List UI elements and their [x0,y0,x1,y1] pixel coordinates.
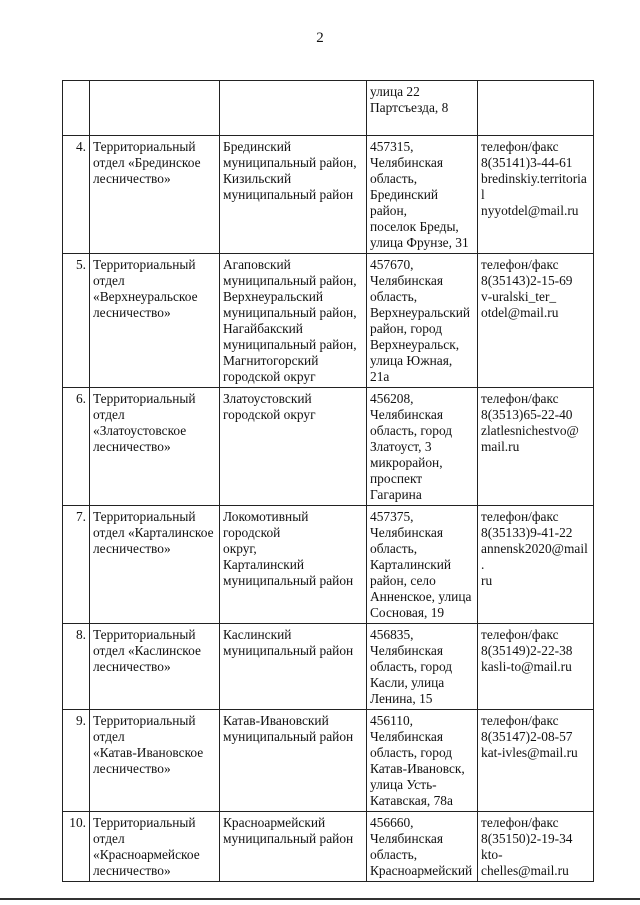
row-number [63,81,90,136]
contact-info: телефон/факс 8(3513)65-22-40 zlatlesnichestvo@ mail.ru [478,388,594,506]
service-area: Брединский муниципальный район, Кизильский муниципальный район [220,136,367,254]
department-name: Территориальный отдел «Брединское лесничество» [90,136,220,254]
row-number: 6. [63,388,90,506]
table-row [63,624,594,710]
postal-address: 457375, Челябинская область, Карталинский район, село Анненское, улица Сосновая, 19 [367,506,478,624]
department-name: Территориальный отдел «Златоустовское лесничество» [90,388,220,506]
row-number: 4. [63,136,90,254]
row-number: 7. [63,506,90,624]
contact-info: телефон/факс 8(35133)9-41-22 annensk2020@mail. ru [478,506,594,624]
contact-info: телефон/факс 8(35149)2-22-38 kasli-to@mail.ru [478,624,594,710]
postal-address: 457315, Челябинская область, Брединский район, поселок Бреды, улица Фрунзе, 31 [367,136,478,254]
service-area [220,81,367,136]
department-name: Территориальный отдел «Карталинское лесничество» [90,506,220,624]
contact-info: телефон/факс 8(35143)2-15-69 v-uralski_ter_ otdel@mail.ru [478,254,594,388]
contact-info: телефон/факс 8(35147)2-08-57 kat-ivles@mail.ru [478,710,594,812]
department-name: Территориальный отдел «Каслинское лесничество» [90,624,220,710]
row-number: 10. [63,812,90,882]
table-row [63,506,594,624]
bottom-edge-rule [0,898,640,900]
department-name: Территориальный отдел «Красноармейское лесничество» [90,812,220,882]
postal-address: 456208, Челябинская область, город Златоуст, 3 микрорайон, проспект Гагарина [367,388,478,506]
department-name: Территориальный отдел «Катав-Ивановское лесничество» [90,710,220,812]
table-row [63,710,594,812]
service-area: Красноармейский муниципальный район [220,812,367,882]
table-row [63,254,594,388]
postal-address: улица 22 Партсъезда, 8 [367,81,478,136]
postal-address: 456835, Челябинская область, город Касли, улица Ленина, 15 [367,624,478,710]
service-area: Локомотивный городской округ, Карталинский муниципальный район [220,506,367,624]
forestry-departments-table [62,80,594,882]
row-number: 5. [63,254,90,388]
department-name: Территориальный отдел «Верхнеуральское лесничество» [90,254,220,388]
postal-address: 456110, Челябинская область, город Катав-Ивановск, улица Усть- Катавская, 78а [367,710,478,812]
contact-info [478,81,594,136]
service-area: Каслинский муниципальный район [220,624,367,710]
postal-address: 456660, Челябинская область, Красноармейский [367,812,478,882]
page-number: 2 [316,30,324,46]
service-area: Златоустовский городской округ [220,388,367,506]
contact-info: телефон/факс 8(35141)3-44-61 bredinskiy.territorial nyyotdel@mail.ru [478,136,594,254]
service-area: Катав-Ивановский муниципальный район [220,710,367,812]
table-row [63,388,594,506]
table-row [63,81,594,136]
contact-info: телефон/факс 8(35150)2-19-34 kto-chelles@mail.ru [478,812,594,882]
postal-address: 457670, Челябинская область, Верхнеуральский район, город Верхнеуральск, улица Южная, 21а [367,254,478,388]
row-number: 9. [63,710,90,812]
row-number: 8. [63,624,90,710]
service-area: Агаповский муниципальный район, Верхнеуральский муниципальный район, Нагайбакский муниципальный район, Магнитогорский городской округ [220,254,367,388]
department-name [90,81,220,136]
table-row [63,136,594,254]
table-row [63,812,594,882]
